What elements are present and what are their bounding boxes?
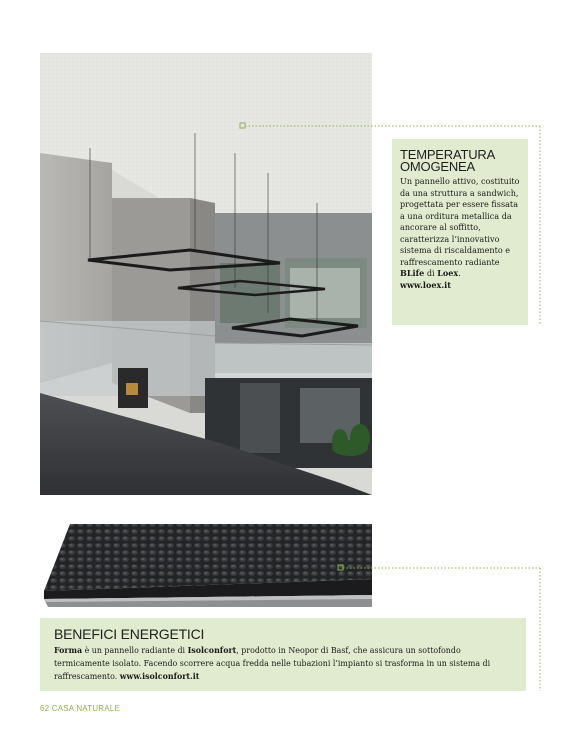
- connector-text: di: [426, 268, 435, 278]
- interior-illustration: [40, 53, 372, 495]
- magazine-name: CASA NATURALE: [51, 704, 120, 713]
- brand-name: Loex: [437, 268, 459, 278]
- feature-description: [400, 176, 520, 291]
- feature-title: BENEFICI ENERGETICI: [54, 626, 205, 642]
- brand-name: Isolconfort: [187, 646, 237, 655]
- feature-title: [400, 149, 520, 173]
- end-punctuation: .: [458, 268, 461, 278]
- feature-title-line1: TEMPERATURA: [400, 147, 496, 162]
- website-link[interactable]: www.loex.it: [400, 279, 451, 290]
- product-name: BLife: [400, 268, 425, 278]
- feature-body-text: Un pannello attivo, costituito da una struttura a sandwich, progettata per essere fissata a una orditura metallica da ancorare al soffitto, caratterizza l’innovativo sistema di riscaldamento e raffrescamento radiante: [400, 176, 520, 267]
- feature-body-text: è un pannello radiante di: [84, 646, 186, 655]
- feature-box-benefici: [40, 618, 526, 691]
- feature-title-line2: OMOGENEA: [400, 159, 475, 174]
- radiant-panel-illustration: [40, 521, 372, 609]
- feature-body-text-cont: , prodotto in Neopor di Basf, che assicura un sottofondo termicamente isolato. Facendo scorrere acqua fredda nelle tubazioni l’impianto si trasforma in un sistema di raffrescamento.: [54, 646, 491, 681]
- product-name: Forma: [54, 646, 83, 655]
- radiant-panel-photo: [40, 521, 372, 609]
- page-number: 62: [40, 704, 50, 713]
- interior-photo: [40, 53, 372, 495]
- feature-box-temperatura: [392, 139, 528, 325]
- feature-description: [54, 644, 512, 683]
- page-footer: [40, 704, 120, 713]
- website-link[interactable]: www.isolconfort.it: [119, 672, 200, 681]
